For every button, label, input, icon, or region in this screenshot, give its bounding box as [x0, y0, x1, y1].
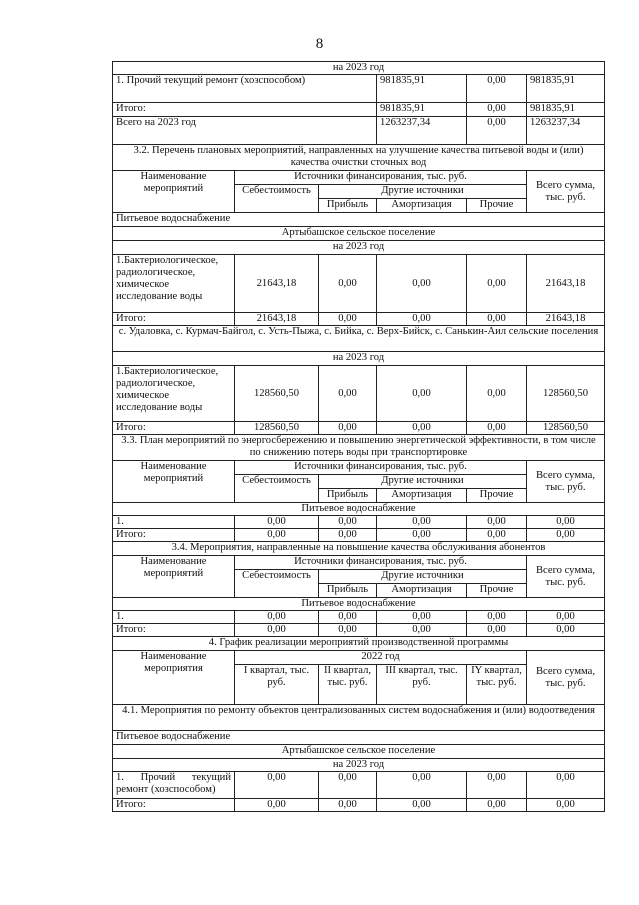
section-3-4-title: 3.4. Мероприятия, направленные на повышение качества обслуживания абонентов [113, 542, 605, 556]
value-cell: 0,00 [319, 313, 377, 326]
table-row [113, 75, 605, 103]
vsego-label: Всего на 2023 год [113, 117, 377, 145]
year-label: на 2023 год [113, 241, 605, 255]
table-row [113, 759, 605, 772]
value-cell: 21643,18 [527, 255, 605, 313]
header-amort: Амортизация [377, 489, 467, 503]
table-row [113, 313, 605, 326]
header-q2: II квартал, тыс. руб. [319, 665, 377, 705]
value-cell: 0,00 [377, 611, 467, 624]
table-row [113, 227, 605, 241]
value-cell: 0,00 [467, 516, 527, 529]
value-cell: 0,00 [377, 313, 467, 326]
table-row [113, 598, 605, 611]
vsego-other: 0,00 [467, 117, 527, 145]
value-cell: 128560,50 [527, 366, 605, 422]
value-cell: 0,00 [235, 516, 319, 529]
value-cell: 0,00 [467, 799, 527, 812]
header-amort: Амортизация [377, 199, 467, 213]
header-amort: Амортизация [377, 584, 467, 598]
value-cell: 21643,18 [235, 313, 319, 326]
repair-item-label: 1. Прочий текущий ремонт (хозспособом) [113, 75, 377, 103]
item-label: 1. [113, 516, 235, 529]
value-cell: 21643,18 [235, 255, 319, 313]
header-total: Всего сумма, тыс. руб. [527, 461, 605, 503]
header-row [113, 651, 605, 665]
table-row [113, 731, 605, 745]
value-cell: 128560,50 [235, 422, 319, 435]
year-header: на 2023 год [113, 62, 605, 75]
section-title-row [113, 145, 605, 171]
year-label: на 2023 год [113, 759, 605, 772]
item-label: 1. [113, 611, 235, 624]
section-3-2-title: 3.2. Перечень плановых мероприятий, направленных на улучшение качества питьевой воды и (или) качества очистки сточных вод [113, 145, 605, 171]
header-total: Всего сумма, тыс. руб. [527, 651, 605, 705]
value-cell: 0,00 [377, 799, 467, 812]
section-3-3-title: 3.3. План мероприятий по энергосбережению и повышению энергетической эффективности, в том числе по снижению потерь воды при транспортировке [113, 435, 605, 461]
header-other: Другие источники [319, 185, 527, 199]
header-row [113, 556, 605, 570]
value-cell: 0,00 [467, 611, 527, 624]
value-cell: 0,00 [235, 799, 319, 812]
value-cell: 0,00 [527, 624, 605, 637]
header-sources: Источники финансирования, тыс. руб. [235, 461, 527, 475]
item-label: 1. Прочий текущий ремонт (хозспособом) [113, 772, 235, 799]
table-row [113, 103, 605, 117]
value-cell: 0,00 [377, 624, 467, 637]
value-cell: 0,00 [319, 529, 377, 542]
header-q3: III квартал, тыс. руб. [377, 665, 467, 705]
itogo-label: Итого: [113, 799, 235, 812]
value-cell: 21643,18 [527, 313, 605, 326]
header-profit: Прибыль [319, 199, 377, 213]
header-sources: Источники финансирования, тыс. руб. [235, 171, 527, 185]
value-cell: 0,00 [319, 366, 377, 422]
header-profit: Прибыль [319, 584, 377, 598]
table-row [113, 772, 605, 799]
value-cell: 0,00 [319, 422, 377, 435]
year-label: на 2023 год [113, 352, 605, 366]
itogo-label: Итого: [113, 103, 377, 117]
value-cell: 0,00 [377, 529, 467, 542]
value-cell: 0,00 [467, 529, 527, 542]
value-cell: 0,00 [527, 529, 605, 542]
value-cell: 0,00 [235, 772, 319, 799]
header-other: Другие источники [319, 475, 527, 489]
section-4-title: 4. График реализации мероприятий производственной программы [113, 637, 605, 651]
value-cell: 0,00 [319, 611, 377, 624]
settlement-label: Артыбашское сельское поселение [113, 745, 605, 759]
header-row [113, 461, 605, 475]
vsego-sum: 1263237,34 [377, 117, 467, 145]
repair-sum: 981835,91 [377, 75, 467, 103]
value-cell: 0,00 [467, 772, 527, 799]
value-cell: 0,00 [377, 772, 467, 799]
item-label: 1.Бактериологическое, радиологическое, химическое исследование воды [113, 366, 235, 422]
value-cell: 0,00 [319, 772, 377, 799]
itogo-other: 0,00 [467, 103, 527, 117]
item-label: 1.Бактериологическое, радиологическое, химическое исследование воды [113, 255, 235, 313]
table-row [113, 213, 605, 227]
value-cell: 0,00 [467, 422, 527, 435]
value-cell: 0,00 [467, 624, 527, 637]
section-title-row [113, 542, 605, 556]
value-cell: 0,00 [527, 611, 605, 624]
table-row [113, 503, 605, 516]
table-row [113, 366, 605, 422]
table-row [113, 624, 605, 637]
settlement-label: с. Удаловка, с. Курмач-Байгол, с. Усть-Пыжа, с. Бийка, с. Верх-Бийск, с. Санькин-Аил сельские поселения [113, 326, 605, 352]
page-number: 8 [315, 36, 324, 52]
header-name: Наименование мероприятий [113, 171, 235, 213]
header-profit: Прибыль [319, 489, 377, 503]
value-cell: 128560,50 [527, 422, 605, 435]
table-row [113, 516, 605, 529]
header-name: Наименование мероприятия [113, 651, 235, 705]
header-misc: Прочие [467, 584, 527, 598]
value-cell: 0,00 [319, 255, 377, 313]
itogo-label: Итого: [113, 529, 235, 542]
header-name: Наименование мероприятий [113, 461, 235, 503]
table-row [113, 352, 605, 366]
supply-label: Питьевое водоснабжение [113, 213, 605, 227]
value-cell: 0,00 [377, 516, 467, 529]
value-cell: 0,00 [235, 529, 319, 542]
vsego-total: 1263237,34 [527, 117, 605, 145]
repair-other: 0,00 [467, 75, 527, 103]
header-misc: Прочие [467, 199, 527, 213]
supply-label: Питьевое водоснабжение [113, 503, 605, 516]
itogo-label: Итого: [113, 422, 235, 435]
section-title-row [113, 435, 605, 461]
header-total: Всего сумма, тыс. руб. [527, 171, 605, 213]
value-cell: 0,00 [377, 255, 467, 313]
value-cell: 0,00 [319, 799, 377, 812]
value-cell: 0,00 [527, 799, 605, 812]
supply-label: Питьевое водоснабжение [113, 598, 605, 611]
itogo-label: Итого: [113, 313, 235, 326]
value-cell: 0,00 [377, 422, 467, 435]
value-cell: 0,00 [527, 516, 605, 529]
header-q1: I квартал, тыс. руб. [235, 665, 319, 705]
settlement-label: Артыбашское сельское поселение [113, 227, 605, 241]
value-cell: 0,00 [467, 366, 527, 422]
header-name: Наименование мероприятий [113, 556, 235, 598]
header-cost: Себестоимость [235, 570, 319, 598]
header-total: Всего сумма, тыс. руб. [527, 556, 605, 598]
section-title-row [113, 705, 605, 731]
value-cell: 0,00 [235, 624, 319, 637]
header-row [113, 171, 605, 185]
table-row [113, 422, 605, 435]
value-cell: 0,00 [377, 366, 467, 422]
table-row [113, 326, 605, 352]
value-cell: 0,00 [319, 624, 377, 637]
section-title-row [113, 637, 605, 651]
table-row [113, 241, 605, 255]
value-cell: 0,00 [527, 772, 605, 799]
itogo-label: Итого: [113, 624, 235, 637]
value-cell: 0,00 [467, 255, 527, 313]
value-cell: 128560,50 [235, 366, 319, 422]
table-row [113, 529, 605, 542]
table-row [113, 799, 605, 812]
header-year: 2022 год [235, 651, 527, 665]
table-row [113, 255, 605, 313]
program-table [112, 61, 605, 812]
header-q4: IY квартал, тыс. руб. [467, 665, 527, 705]
header-sources: Источники финансирования, тыс. руб. [235, 556, 527, 570]
itogo-total: 981835,91 [527, 103, 605, 117]
itogo-sum: 981835,91 [377, 103, 467, 117]
header-cost: Себестоимость [235, 185, 319, 213]
value-cell: 0,00 [235, 611, 319, 624]
header-other: Другие источники [319, 570, 527, 584]
header-cost: Себестоимость [235, 475, 319, 503]
table-row [113, 745, 605, 759]
table-row [113, 117, 605, 145]
section-4-1-title: 4.1. Мероприятия по ремонту объектов централизованных систем водоснабжения и (или) водоотведения [113, 705, 605, 731]
header-misc: Прочие [467, 489, 527, 503]
table-row [113, 611, 605, 624]
value-cell: 0,00 [467, 313, 527, 326]
year-header-row [113, 62, 605, 75]
supply-label: Питьевое водоснабжение [113, 731, 605, 745]
repair-total: 981835,91 [527, 75, 605, 103]
value-cell: 0,00 [319, 516, 377, 529]
